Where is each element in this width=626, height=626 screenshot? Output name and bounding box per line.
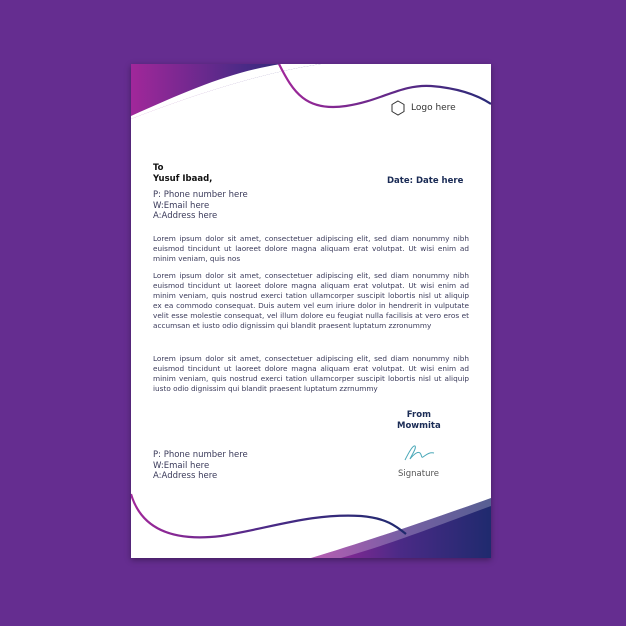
email-text: W:Email here	[153, 200, 210, 211]
to-label: To	[153, 163, 164, 173]
body-paragraph-1: Lorem ipsum dolor sit amet, consectetuer adipiscing elit, sed diam nonummy nibh euismod tincidunt ut laoreet dolore magna aliquam erat volutpat. Ut wisi enim ad minim veniam, quis nos	[153, 234, 469, 264]
email-text: W:Email here	[153, 460, 210, 471]
handwritten-signature-icon	[401, 442, 437, 464]
contact-bottom	[153, 450, 248, 482]
contact-top	[153, 190, 248, 222]
bottom-wave-decoration	[131, 488, 491, 558]
logo-text: Logo here	[411, 103, 456, 113]
body-paragraph-3: Lorem ipsum dolor sit amet, consectetuer adipiscing elit, sed diam nonummy nibh euismod tincidunt ut laoreet dolore magna aliquam erat volutpat. Ut wisi enim ad minim veniam, quis nostrud exerci tation ullamcorper suscipit lobortis nisl ut aliquip iusto odio dignissim qui blandit praesent luptatum zzrnummy	[153, 354, 469, 394]
from-label: From	[406, 410, 431, 420]
letterhead-page	[131, 64, 491, 558]
phone-text: P: Phone number here	[153, 450, 248, 460]
body-paragraph-2: Lorem ipsum dolor sit amet, consectetuer adipiscing elit, sed diam nonummy nibh euismod tincidunt ut laoreet dolore magna aliquam erat volutpat. Ut wisi enim ad minim veniam, quis nostrud exerci tation ullamcorper suscipit lobortis nisl ut aliquip ex ea commodo consequat. Duis autem vel eum iriure dolor in hendrerit in vulputate velit esse molestie consequat, vel illum dolore eu feugiat nulla facilisis at vero eros et accumsan et iusto odio dignissim qui blandit praesent luptatum zzronummy	[153, 271, 469, 331]
recipient-name: Yusuf Ibaad,	[153, 174, 213, 184]
signature-label: Signature	[398, 469, 440, 479]
from-block	[397, 410, 441, 432]
logo	[391, 100, 456, 116]
address-text: A:Address here	[153, 471, 218, 481]
phone-text: P: Phone number here	[153, 190, 248, 200]
address-text: A:Address here	[153, 211, 218, 221]
recipient-block	[153, 163, 212, 185]
hexagon-logo-icon	[391, 100, 405, 116]
date-field: Date: Date here	[387, 176, 464, 186]
from-name: Mowmita	[397, 421, 441, 431]
